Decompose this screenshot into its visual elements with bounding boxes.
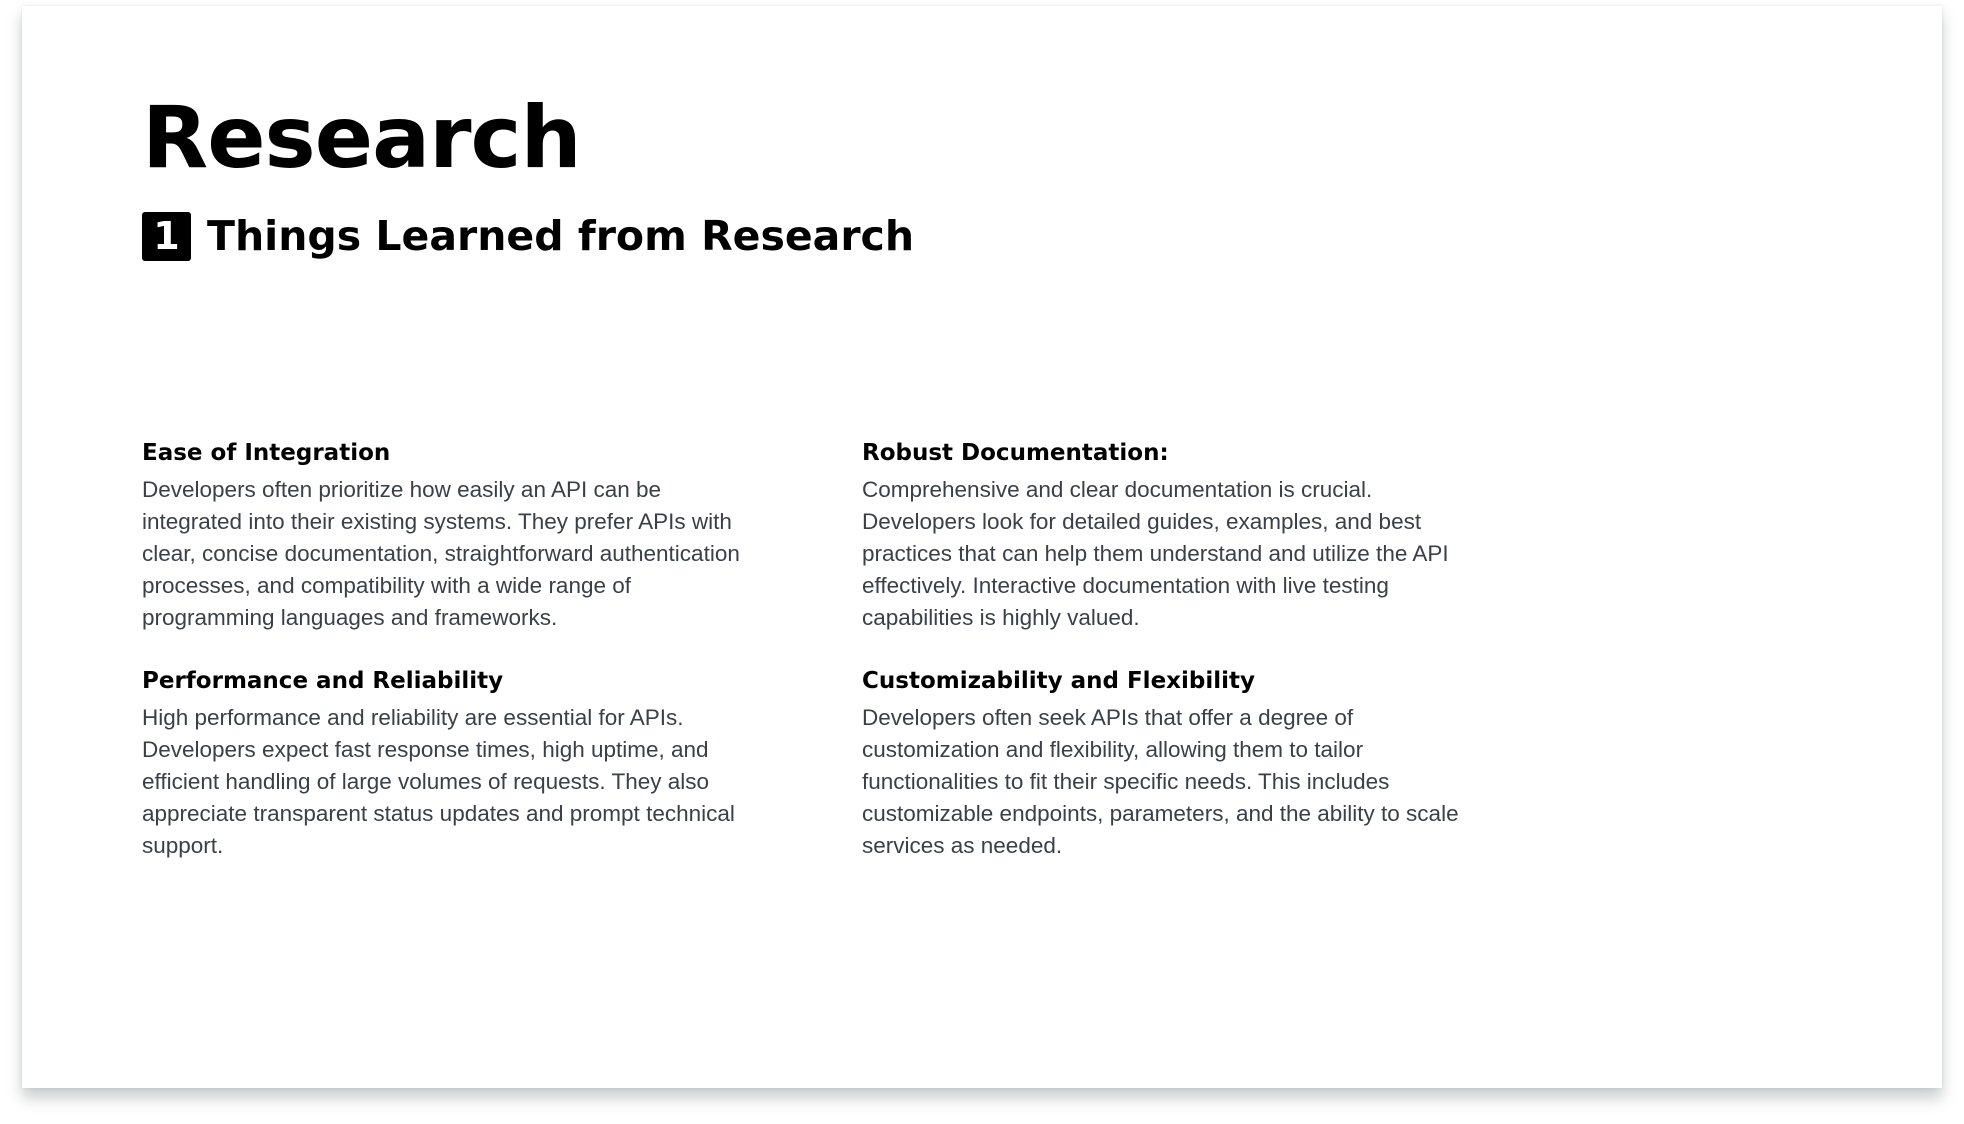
section-title: Things Learned from Research <box>207 212 915 260</box>
finding-heading: Customizability and Flexibility <box>862 668 1255 694</box>
finding-ease-of-integration <box>142 436 742 634</box>
slide <box>22 6 1942 1088</box>
finding-body: Developers often prioritize how easily an API can be integrated into their existing systems. They prefer APIs with clear, concise documentation, straightforward authentication processes, and compatibility with a wide range of programming languages and frameworks. <box>142 477 740 630</box>
finding-customizability-and-flexibility <box>862 664 1462 862</box>
section-header <box>142 209 914 263</box>
finding-robust-documentation <box>862 436 1462 634</box>
page-title: Research <box>142 88 581 188</box>
finding-heading: Robust Documentation: <box>862 440 1169 466</box>
finding-performance-and-reliability <box>142 664 742 862</box>
finding-heading: Ease of Integration <box>142 440 391 466</box>
finding-body: Comprehensive and clear documentation is crucial. Developers look for detailed guides, examples, and best practices that can help them understand and utilize the API effectively. Interactive documentation with live testing capabilities is highly valued. <box>862 477 1449 630</box>
finding-body: Developers often seek APIs that offer a degree of customization and flexibility, allowing them to tailor functionalities to fit their specific needs. This includes customizable endpoints, parameters, and the ability to scale services as needed. <box>862 705 1459 858</box>
section-number-badge: 1 <box>142 212 191 261</box>
finding-heading: Performance and Reliability <box>142 668 504 694</box>
finding-body: High performance and reliability are essential for APIs. Developers expect fast response times, high uptime, and efficient handling of large volumes of requests. They also appreciate transparent status updates and prompt technical support. <box>142 705 735 858</box>
